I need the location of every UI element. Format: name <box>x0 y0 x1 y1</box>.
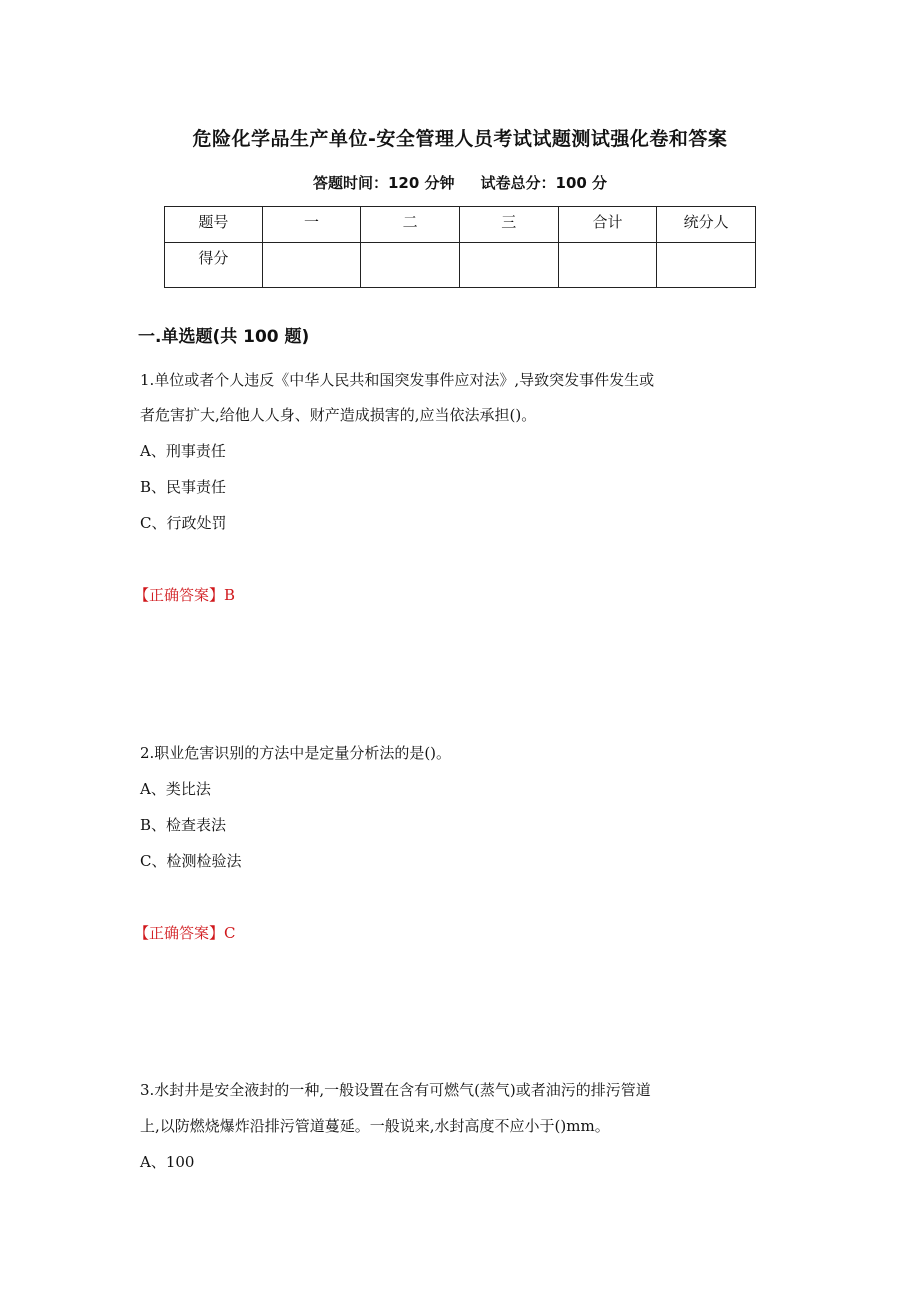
score-header-cell: 统分人 <box>657 207 756 243</box>
question-3-option-a: A、100 <box>140 1153 195 1171</box>
question-2-option-b: B、检查表法 <box>140 816 227 834</box>
score-header-cell: 一 <box>262 207 361 243</box>
question-2-answer: 【正确答案】C <box>134 924 236 942</box>
question-3-text: 上,以防燃烧爆炸沿排污管道蔓延。一般说来,水封高度不应小于()mm。 <box>140 1117 610 1135</box>
score-cell <box>459 243 558 288</box>
score-cell <box>361 243 460 288</box>
question-3-text: 3.水封井是安全液封的一种,一般设置在含有可燃气(蒸气)或者油污的排污管道 <box>140 1081 651 1099</box>
score-cell <box>558 243 657 288</box>
question-1-option-c: C、行政处罚 <box>140 514 227 532</box>
question-1-text: 1.单位或者个人违反《中华人民共和国突发事件应对法》,导致突发事件发生或 <box>140 371 655 389</box>
exam-meta <box>0 172 920 193</box>
document-title: 危险化学品生产单位-安全管理人员考试试题测试强化卷和答案 <box>192 128 728 150</box>
question-1-option-a: A、刑事责任 <box>140 442 226 460</box>
score-table <box>164 206 756 288</box>
score-header-cell: 合计 <box>558 207 657 243</box>
score-table-score-row <box>165 243 756 288</box>
score-cell <box>657 243 756 288</box>
exam-total-score: 试卷总分：100 分 <box>480 174 608 192</box>
question-2-text: 2.职业危害识别的方法中是定量分析法的是()。 <box>140 744 452 762</box>
section-title: 一.单选题(共 100 题) <box>138 327 310 347</box>
score-header-cell: 三 <box>459 207 558 243</box>
question-1-answer: 【正确答案】B <box>134 586 236 604</box>
score-cell <box>262 243 361 288</box>
question-1-option-b: B、民事责任 <box>140 478 227 496</box>
question-2-option-c: C、检测检验法 <box>140 852 242 870</box>
score-header-cell: 题号 <box>165 207 263 243</box>
score-table-header-row <box>165 207 756 243</box>
score-header-cell: 二 <box>361 207 460 243</box>
score-row-label: 得分 <box>165 243 263 288</box>
question-2-option-a: A、类比法 <box>140 780 211 798</box>
question-1-text: 者危害扩大,给他人人身、财产造成损害的,应当依法承担()。 <box>140 406 537 424</box>
exam-time: 答题时间：120 分钟 <box>312 174 455 192</box>
